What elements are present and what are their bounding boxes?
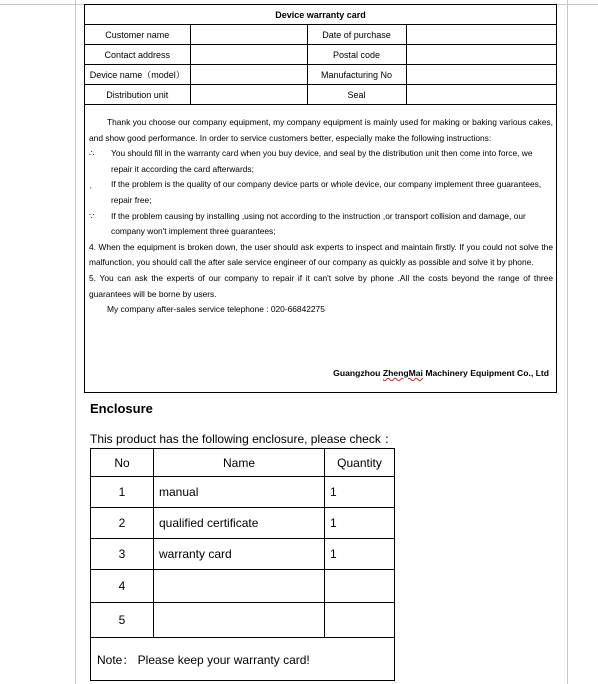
row-name: qualified certificate (154, 508, 325, 539)
instruction-text: You should fill in the warranty card when you buy device, and seal by the distribution unit then come into force, we repair it according the card afterwards; (111, 148, 533, 174)
row-quantity: 1 (325, 477, 395, 508)
instruction-item-2 (89, 177, 553, 208)
value-seal[interactable] (406, 85, 556, 105)
row-no: 2 (91, 508, 154, 539)
label-device-name: Device name（model） (85, 65, 190, 85)
instruction-item-3 (89, 209, 553, 240)
row-quantity: 1 (325, 508, 395, 539)
warranty-instructions (89, 115, 553, 378)
row-quantity: 1 (325, 539, 395, 570)
header-quantity: Quantity (325, 449, 395, 477)
row-no: 4 (91, 570, 154, 603)
value-manufacturing-no[interactable] (406, 65, 556, 85)
value-contact-address[interactable] (190, 45, 307, 65)
instruction-text: If the problem causing by installing ,using not according to the instruction ,or transport collision and damage, our company won't implement three guarantees; (111, 210, 526, 237)
row-name (154, 570, 325, 603)
label-seal: Seal (307, 85, 406, 105)
row-name (154, 603, 325, 638)
enclosure-intro: This product has the following enclosure, please check ： (90, 432, 397, 446)
row-no: 5 (91, 603, 154, 638)
row-quantity (325, 603, 395, 638)
header-name: Name (154, 449, 325, 477)
value-distribution-unit[interactable] (190, 85, 307, 105)
enclosure-note: Note： Please keep your warranty card! (91, 638, 395, 681)
enclosure-heading: Enclosure (90, 401, 153, 416)
bullet-icon: ∴ (89, 148, 95, 159)
header-no: No (91, 449, 154, 477)
instruction-item-4: 4. When the equipment is broken down, the user should ask experts to inspect and maintain firstly. If you could not solve the malfunction, you should call the after sale service engineer of our company as quickly as possible and solve it by phone. (89, 241, 553, 268)
bullet-icon: ˏ (89, 179, 92, 190)
table-row (91, 539, 395, 570)
intro-paragraph: Thank you choose our company equipment, my company equipment is mainly used for making or baking various cakes, and show good performance. In order to service customers better, especially make the following instructions: (89, 117, 553, 143)
table-row (91, 570, 395, 603)
value-date-of-purchase[interactable] (406, 25, 556, 45)
page-edge-left (75, 0, 76, 684)
table-row (91, 477, 395, 508)
table-row (91, 603, 395, 638)
label-date-of-purchase: Date of purchase (307, 25, 406, 45)
label-postal-code: Postal code (307, 45, 406, 65)
warranty-info-table (85, 5, 556, 105)
row-no: 1 (91, 477, 154, 508)
bullet-icon: ∵ (89, 210, 95, 221)
row-no: 3 (91, 539, 154, 570)
service-telephone: My company after-sales service telephone : 020-66842275 (107, 304, 325, 315)
row-name: warranty card (154, 539, 325, 570)
value-postal-code[interactable] (406, 45, 556, 65)
row-name: manual (154, 477, 325, 508)
label-manufacturing-no: Manufacturing No (307, 65, 406, 85)
value-device-name[interactable] (190, 65, 307, 85)
enclosure-table (90, 448, 395, 681)
card-title: Device warranty card (85, 5, 556, 25)
value-customer-name[interactable] (190, 25, 307, 45)
instruction-item-5: 5. You can ask the experts of our company to repair if it can't solve by phone .All the costs beyond the range of three guarantees will be borne by users. (89, 272, 553, 299)
row-quantity (325, 570, 395, 603)
label-customer-name: Customer name (85, 25, 190, 45)
label-distribution-unit: Distribution unit (85, 85, 190, 105)
instruction-text: If the problem is the quality of our company device parts or whole device, our company implement three guarantees, repair free; (111, 179, 542, 205)
instruction-item-1 (89, 146, 553, 177)
table-row (91, 508, 395, 539)
warranty-card (84, 4, 557, 393)
page-edge-right (567, 0, 568, 684)
label-contact-address: Contact address (85, 45, 190, 65)
company-signature: Guangzhou ZhengMai Machinery Equipment Co., Ltd (333, 368, 549, 378)
